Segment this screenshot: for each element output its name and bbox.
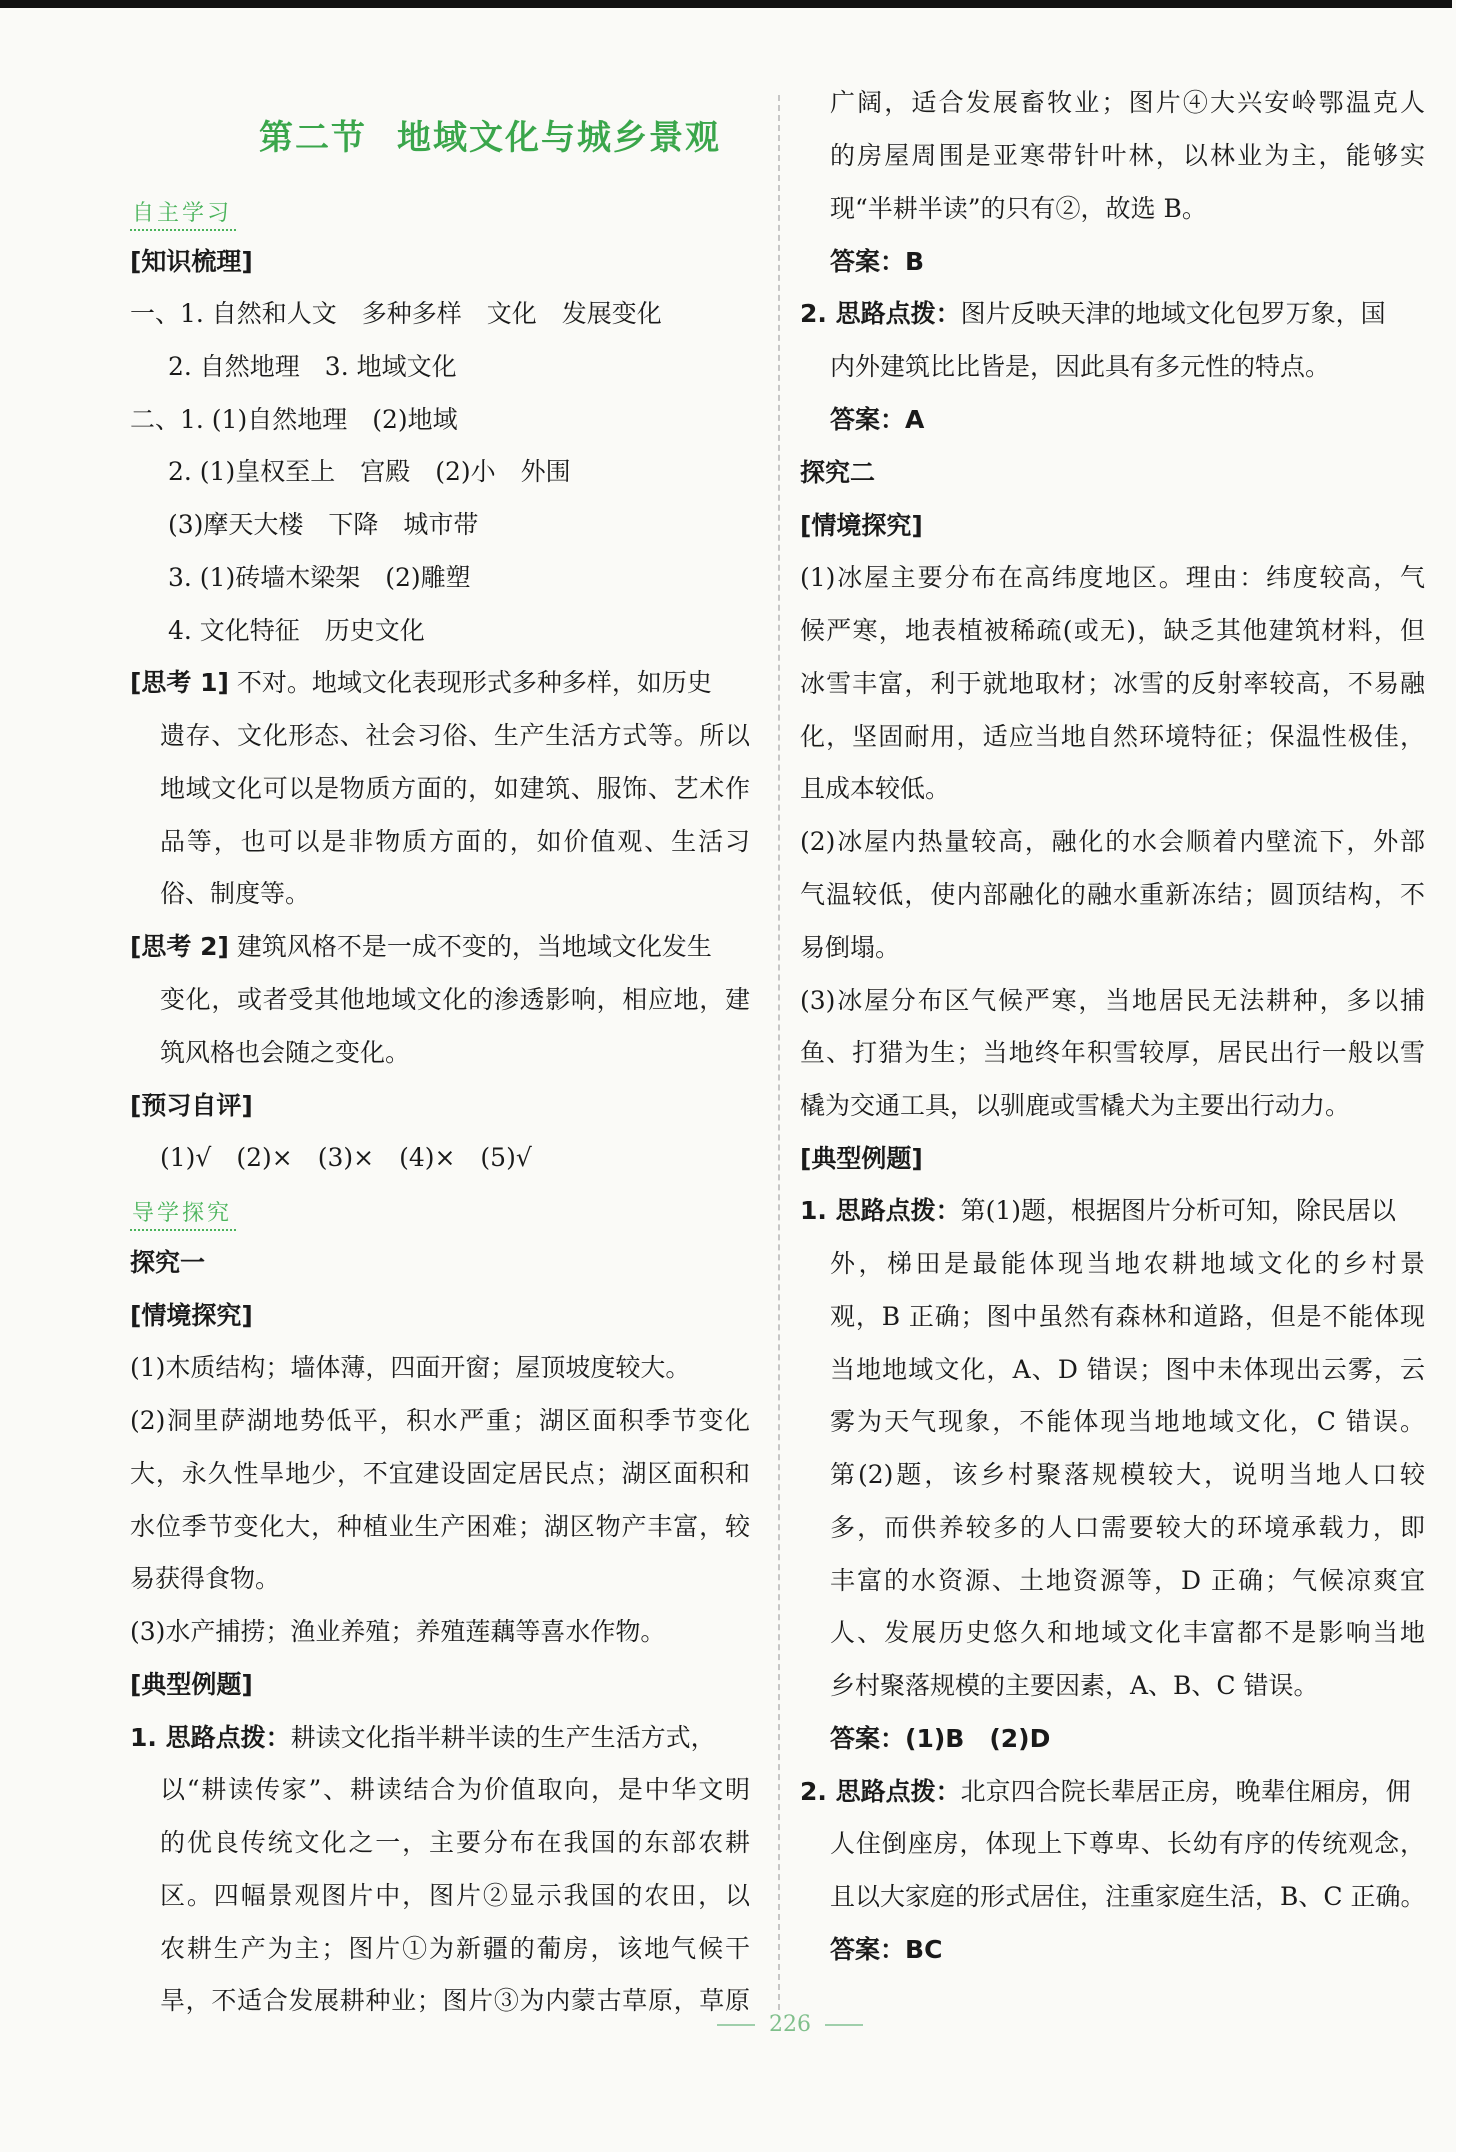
example-r2-line: 人住倒座房，体现上下尊卑、长幼有序的传统观念，: [830, 1829, 1425, 1858]
example-1-line: 农耕生产为主；图片①为新疆的葡房，该地气候干: [160, 1934, 750, 1963]
knowledge-line: (3)摩天大楼 下降 城市带: [168, 510, 479, 539]
igloo-line: (1)冰屋主要分布在高纬度地区。理由：纬度较高，气: [800, 563, 1425, 592]
example-1-cont-line: 的房屋周围是亚寒带针叶林，以林业为主，能够实: [830, 141, 1425, 170]
column-divider: [778, 95, 780, 2010]
example-1-line: 以“耕读传家”、耕读结合为价值取向，是中华文明: [160, 1775, 750, 1804]
preview-answers: (1)√ (2)× (3)× (4)× (5)√: [160, 1143, 532, 1172]
situation-line: (2)洞里萨湖地势低平，积水严重；湖区面积季节变化: [130, 1406, 750, 1435]
knowledge-line: 二、1. (1)自然地理 (2)地域: [130, 405, 458, 434]
example-r1-line: 观，B 正确；图中虽然有森林和道路，但是不能体现: [830, 1302, 1425, 1331]
answer-1: 答案：B: [830, 247, 925, 276]
example-r1-line: 外，梯田是最能体现当地农耕地域文化的乡村景: [830, 1249, 1425, 1278]
section-tag-self-study: 自主学习: [130, 196, 236, 231]
example-r1-line: 乡村聚落规模的主要因素，A、B、C 错误。: [830, 1671, 1319, 1700]
knowledge-line: 2. (1)皇权至上 宫殿 (2)小 外围: [168, 457, 571, 486]
answer-3: 答案：(1)B (2)D: [830, 1724, 1051, 1753]
situation-line: (1)木质结构；墙体薄，四面开窗；屋顶坡度较大。: [130, 1353, 691, 1382]
answer-4: 答案：BC: [830, 1935, 943, 1964]
igloo-line: 且成本较低。: [800, 774, 951, 803]
section-title: 第二节 地域文化与城乡景观: [259, 118, 721, 158]
heading-preview: [预习自评]: [130, 1091, 253, 1120]
example-1-first-line: 1. 思路点拨：耕读文化指半耕半读的生产生活方式，: [130, 1723, 716, 1752]
situation-line: 水位季节变化大，种植业生产困难；湖区物产丰富，较: [130, 1512, 750, 1541]
igloo-line: 鱼、打猎为生；当地终年积雪较厚，居民出行一般以雪: [800, 1038, 1425, 1067]
example-2-first-line: 2. 思路点拨：图片反映天津的地域文化包罗万象，国: [800, 299, 1386, 328]
think-2-line: 筑风格也会随之变化。: [160, 1038, 411, 1067]
example-1-cont-line: 广阔，适合发展畜牧业；图片④大兴安岭鄂温克人: [830, 88, 1425, 117]
heading-situation-2: [情境探究]: [800, 511, 923, 540]
igloo-line: 化，坚固耐用，适应当地自然环境特征；保温性极佳，: [800, 722, 1425, 751]
think-1-line: 俗、制度等。: [160, 879, 311, 908]
example-r2-first-line: 2. 思路点拨：北京四合院长辈居正房，晚辈住厢房，佣: [800, 1777, 1411, 1806]
think-1-line: 品等，也可以是非物质方面的，如价值观、生活习: [160, 827, 750, 856]
example-1-line: 的优良传统文化之一，主要分布在我国的东部农耕: [160, 1828, 750, 1857]
example-r2-line: 且以大家庭的形式居住，注重家庭生活，B、C 正确。: [830, 1882, 1426, 1911]
think-1-line: 遗存、文化形态、社会习俗、生产生活方式等。所以: [160, 721, 750, 750]
igloo-line: (3)冰屋分布区气候严寒，当地居民无法耕种，多以捕: [800, 986, 1425, 1015]
think-2-line: 变化，或者受其他地域文化的渗透影响，相应地，建: [160, 985, 750, 1014]
situation-line: 大，永久性旱地少，不宜建设固定居民点；湖区面积和: [130, 1459, 750, 1488]
section-tag-guided: 导学探究: [130, 1196, 236, 1231]
situation-line: (3)水产捕捞；渔业养殖；养殖莲藕等喜水作物。: [130, 1617, 666, 1646]
answer-2: 答案：A: [830, 405, 925, 434]
igloo-line: 候严寒，地表植被稀疏(或无)，缺乏其他建筑材料，但: [800, 616, 1425, 645]
example-2-line: 内外建筑比比皆是，因此具有多元性的特点。: [830, 352, 1331, 381]
example-r1-line: 第(2)题，该乡村聚落规模较大，说明当地人口较: [830, 1460, 1425, 1489]
knowledge-line: 3. (1)砖墙木梁架 (2)雕塑: [168, 563, 471, 592]
think-2-first-line: [思考 2] 建筑风格不是一成不变的，当地域文化发生: [130, 932, 712, 961]
think-1-line: 地域文化可以是物质方面的，如建筑、服饰、艺术作: [160, 774, 750, 803]
page-number: 226: [680, 2012, 900, 2037]
top-border: [0, 0, 1452, 8]
igloo-line: (2)冰屋内热量较高，融化的水会顺着内壁流下，外部: [800, 827, 1425, 856]
heading-examples-2: [典型例题]: [800, 1144, 923, 1173]
example-r1-line: 雾为天气现象，不能体现当地地域文化，C 错误。: [830, 1407, 1425, 1436]
example-1-line: 区。四幅景观图片中，图片②显示我国的农田，以: [160, 1881, 750, 1910]
example-r1-line: 当地地域文化，A、D 错误；图中未体现出云雾，云: [830, 1355, 1425, 1384]
knowledge-line: 4. 文化特征 历史文化: [168, 616, 425, 645]
example-1-line: 旱，不适合发展耕种业；图片③为内蒙古草原，草原: [160, 1986, 750, 2015]
heading-examples: [典型例题]: [130, 1670, 253, 1699]
heading-explore-2: 探究二: [800, 458, 876, 487]
example-r1-line: 丰富的水资源、土地资源等，D 正确；气候凉爽宜: [830, 1566, 1425, 1595]
knowledge-line: 一、1. 自然和人文 多种多样 文化 发展变化: [130, 299, 662, 328]
think-1-first-line: [思考 1] 不对。地域文化表现形式多种多样，如历史: [130, 668, 712, 697]
heading-explore-1: 探究一: [130, 1248, 206, 1277]
example-r1-line: 人、发展历史悠久和地域文化丰富都不是影响当地: [830, 1618, 1425, 1647]
heading-knowledge: [知识梳理]: [130, 247, 253, 276]
situation-line: 易获得食物。: [130, 1564, 281, 1593]
knowledge-line: 2. 自然地理 3. 地域文化: [168, 352, 457, 381]
igloo-line: 气温较低，使内部融化的融水重新冻结；圆顶结构，不: [800, 880, 1425, 909]
igloo-line: 冰雪丰富，利于就地取材；冰雪的反射率较高，不易融: [800, 669, 1425, 698]
example-1-cont-line: 现“半耕半读”的只有②，故选 B。: [830, 194, 1207, 223]
page-edge: [1456, 0, 1480, 2152]
example-r1-line: 多，而供养较多的人口需要较大的环境承载力，即: [830, 1513, 1425, 1542]
igloo-line: 橇为交通工具，以驯鹿或雪橇犬为主要出行动力。: [800, 1091, 1351, 1120]
example-r1-first-line: 1. 思路点拨：第(1)题，根据图片分析可知，除民居以: [800, 1196, 1397, 1225]
heading-situation: [情境探究]: [130, 1301, 253, 1330]
igloo-line: 易倒塌。: [800, 933, 901, 962]
